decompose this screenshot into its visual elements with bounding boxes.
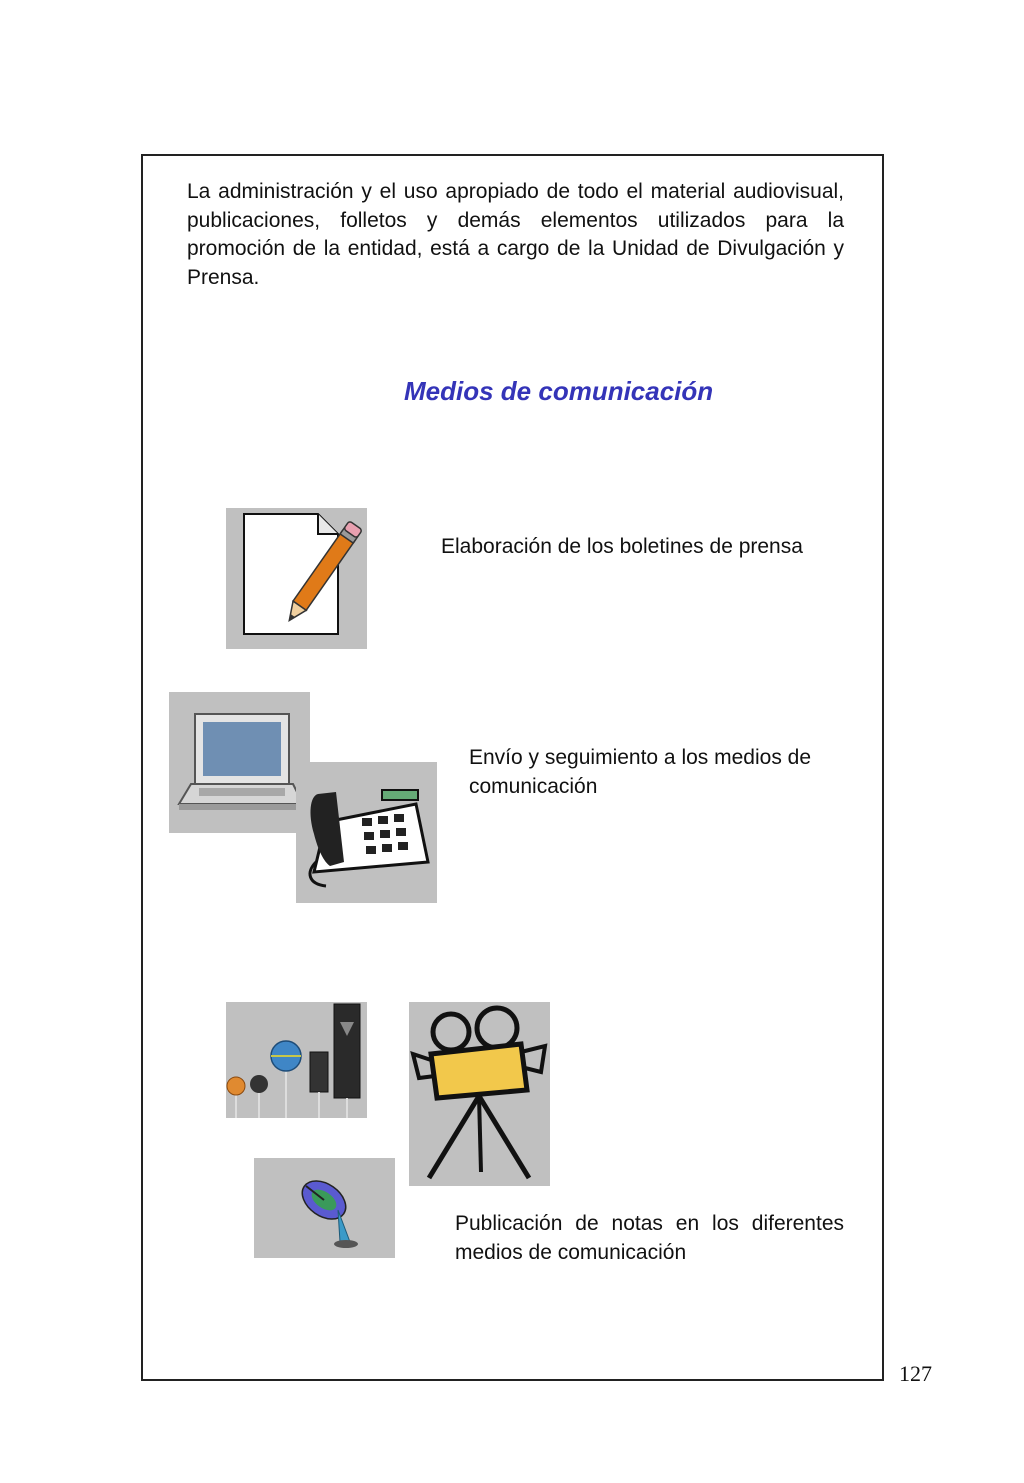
film-camera-icon: [409, 1002, 550, 1186]
satellite-dish-icon: [254, 1158, 395, 1258]
caption-publicacion: Publicación de notas en los diferentes medios de comunicación: [455, 1212, 844, 1264]
laptop-icon: [169, 692, 310, 833]
microphones-icon: [226, 1002, 367, 1118]
telephone-icon: [296, 762, 437, 903]
caption-boletines: Elaboración de los boletines de prensa: [441, 535, 803, 558]
section-heading: Medios de comunicación: [404, 376, 714, 406]
intro-paragraph: La administración y el uso apropiado de todo el material audiovisual, publicaciones, folletos y demás elementos utilizados para la promoción de la entidad, está a cargo de la Unidad de Divulgación y Prensa.: [187, 180, 844, 289]
caption-envio: Envío y seguimiento a los medios de comunicación: [469, 746, 812, 798]
document-pencil-icon: [226, 508, 367, 649]
page-number: 127: [899, 1361, 932, 1386]
